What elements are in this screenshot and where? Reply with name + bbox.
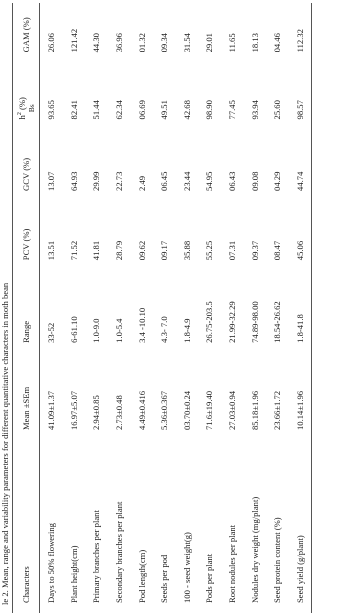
cell-mean: 27.03±0.94 [226, 390, 237, 431]
cell-mean: 03.70±0.24 [181, 390, 192, 431]
table-row [62, 3, 85, 613]
cell-pcv: 13.51 [46, 240, 57, 261]
table-row [288, 3, 311, 613]
cell-gam: 29.01 [204, 33, 215, 53]
cell-mean: 85.18±1.96 [249, 390, 260, 431]
header-range: Range [13, 262, 40, 345]
cell-pcv: 41.81 [91, 240, 102, 261]
header-gcv: GCV (%) [13, 121, 40, 193]
data-table [12, 3, 312, 613]
cell-heritability: 62.34 [113, 100, 124, 120]
cell-character: Seeds per pod [159, 554, 170, 603]
cell-gcv: 13.07 [46, 171, 57, 191]
cell-character: Primary branches per plant [91, 510, 102, 603]
cell-gam: 44.30 [91, 33, 102, 53]
cell-gcv: 44.74 [288, 121, 311, 193]
table-row [39, 3, 62, 613]
cell-heritability: 77.45 [226, 100, 237, 120]
cell-heritability: 93.94 [249, 100, 260, 120]
cell-character: Pod length(cm) [136, 549, 147, 603]
cell-range: 26.75-203.5 [204, 301, 215, 343]
heritability-h: h [16, 115, 27, 120]
cell-character: Root nodules per plant [226, 524, 237, 603]
cell-heritability: 25.60 [272, 100, 283, 120]
table-caption: le 2. Mean, range and variability parameters for different quantitative characters in moth bean [0, 282, 10, 605]
cell-pcv: 09.17 [159, 240, 170, 261]
cell-gcv: 54.95 [204, 171, 215, 191]
cell-heritability: 51.44 [91, 100, 102, 120]
cell-pcv: 45.06 [288, 193, 311, 262]
cell-range: 33-52 [46, 322, 57, 343]
cell-gcv: 29.99 [91, 171, 102, 191]
cell-mean: 16.97±5.07 [68, 390, 79, 431]
heritability-sup: 2 [17, 112, 23, 116]
table-row [175, 3, 198, 613]
table-row [153, 3, 176, 613]
cell-range: 21.99-32.29 [226, 301, 237, 343]
cell-character: Pods per plant [204, 553, 215, 603]
cell-heritability: 82.41 [68, 100, 79, 120]
cell-range: 4.3- 7.0 [159, 316, 170, 343]
cell-mean: 10.14±1.96 [288, 345, 311, 432]
cell-heritability: 98.57 [288, 54, 311, 121]
cell-mean: 2.73±0.48 [113, 395, 124, 431]
cell-range: 1.8-41.8 [288, 262, 311, 345]
cell-heritability: 06.69 [136, 100, 147, 120]
heritability-label [16, 97, 36, 119]
cell-gcv: 09.08 [249, 171, 260, 191]
header-row [13, 3, 40, 613]
cell-character: Secondary branches per plant [113, 501, 124, 603]
cell-heritability: 42.68 [181, 100, 192, 120]
table-body [39, 3, 311, 613]
cell-range: 1.8-4.9 [181, 318, 192, 343]
cell-pcv: 71.52 [68, 240, 79, 261]
table-row [266, 3, 289, 613]
cell-mean: 41.09±1.37 [46, 390, 57, 431]
header-mean: Mean ±SEm [13, 345, 40, 432]
cell-gcv: 2.49 [136, 175, 147, 191]
table-row [108, 3, 131, 613]
cell-range: 1.0-5.4 [113, 318, 124, 343]
table-row [85, 3, 108, 613]
cell-pcv: 35.88 [181, 240, 192, 261]
table-row [243, 3, 266, 613]
heritability-sub: Bs [26, 104, 36, 113]
cell-pcv: 08.47 [272, 240, 283, 261]
cell-gam: 36.96 [113, 33, 124, 53]
cell-heritability: 98.90 [204, 100, 215, 120]
header-heritability [13, 54, 40, 121]
cell-mean: 4.49±0.416 [136, 390, 147, 431]
cell-range: 3.4 -10.10 [136, 307, 147, 343]
cell-gcv: 64.93 [68, 171, 79, 191]
cell-pcv: 28.79 [113, 240, 124, 261]
cell-gam: 09.34 [159, 33, 170, 53]
table-header [13, 3, 40, 613]
cell-gam: 01.32 [136, 33, 147, 53]
cell-pcv: 07.31 [226, 240, 237, 261]
cell-mean: 23.66±1.72 [272, 390, 283, 431]
header-pcv: PCV (%) [13, 193, 40, 262]
cell-gcv: 04.29 [272, 171, 283, 191]
cell-gam: 18.13 [249, 33, 260, 53]
cell-gam: 112.32 [288, 3, 311, 54]
cell-gam: 31.54 [181, 33, 192, 53]
cell-pcv: 09.37 [249, 240, 260, 261]
cell-character: 100 - seed weight(g) [181, 532, 192, 603]
cell-character: Days to 50% flowering [46, 523, 57, 603]
table-row [130, 3, 153, 613]
table-row [198, 3, 221, 613]
cell-pcv: 55.25 [204, 240, 215, 261]
cell-range: 74.89-98.00 [249, 301, 260, 343]
cell-range: 6-61.10 [68, 316, 79, 343]
cell-character: Seed protein content (%) [272, 517, 283, 603]
cell-mean: 2.94±0.85 [91, 395, 102, 431]
header-gam: GAM (%) [13, 3, 40, 54]
cell-heritability: 49.51 [159, 100, 170, 120]
cell-gam: 121.42 [68, 28, 79, 53]
cell-gam: 26.06 [46, 33, 57, 53]
cell-range: 18.54-26.62 [272, 301, 283, 343]
cell-gcv: 06.43 [226, 171, 237, 191]
cell-mean: 71.6±19.40 [204, 390, 215, 431]
cell-heritability: 93.65 [46, 100, 57, 120]
cell-character: Nodules dry weight (mg/plant) [249, 496, 260, 603]
cell-gam: 11.65 [226, 33, 237, 53]
cell-mean: 5.36±0.367 [159, 390, 170, 431]
cell-gcv: 23.44 [181, 171, 192, 191]
cell-character: Seed yield (g/plant) [288, 432, 311, 613]
cell-gcv: 22.73 [113, 171, 124, 191]
cell-range: 1.0-9.0 [91, 318, 102, 343]
table-row [221, 3, 244, 613]
heritability-unit: (%) [16, 97, 27, 110]
header-characters: Characters [13, 432, 40, 613]
cell-pcv: 09.62 [136, 240, 147, 261]
cell-character: Plant height(cm) [68, 545, 79, 603]
cell-gam: 04.46 [272, 33, 283, 53]
cell-gcv: 06.45 [159, 171, 170, 191]
